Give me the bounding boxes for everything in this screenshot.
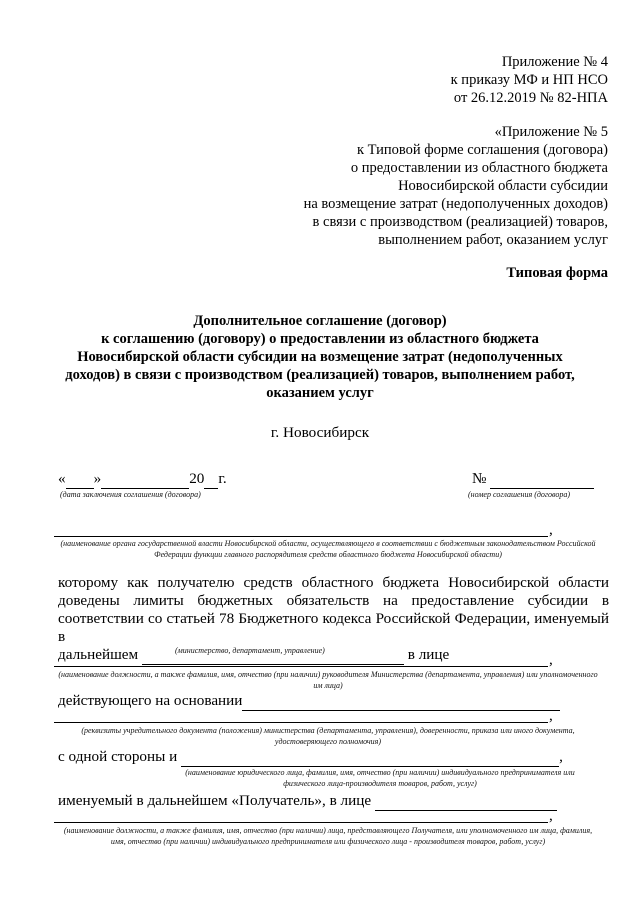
recipient-comma: ,: [549, 807, 553, 824]
day-blank[interactable]: [66, 470, 94, 489]
recipient-rep-blank[interactable]: [375, 792, 557, 811]
year-suffix: г.: [218, 470, 227, 487]
hereinafter-text: дальнейшем: [58, 646, 139, 663]
month-blank[interactable]: [101, 470, 189, 489]
acting-basis-text: действующего на основании: [58, 692, 243, 709]
ministry-caption: (министерство, департамент, управление): [175, 646, 325, 655]
one-side-text: с одной стороны и: [58, 748, 178, 765]
document-title: [40, 312, 600, 402]
number-field: [472, 470, 594, 489]
number-caption: (номер соглашения (договора): [468, 490, 571, 499]
requisites-comma: ,: [549, 707, 553, 724]
organ-caption: (наименование органа государственной власти Новосибирской области, осуществляющего в соответствии с бюджетным законодательством Российской Федерации функции главного распорядителя средств областного бюджета Новосибирской области): [60, 539, 596, 559]
basis-blank[interactable]: [242, 692, 560, 711]
title-line: оказанием услуг: [266, 385, 374, 401]
title-line: Дополнительное соглашение (договор): [193, 313, 447, 329]
one-side-line: [58, 748, 563, 767]
position-comma: ,: [549, 651, 553, 668]
title-line: Новосибирской области субсидии на возмещение затрат (недополученных: [77, 349, 563, 365]
position-caption: (наименование должности, а также фамилия, имя, отчество (при наличии) руководителя Министерства (департамента, управления) или уполномоченного им лица): [58, 670, 598, 690]
legal-entity-blank[interactable]: [181, 748, 559, 767]
date-caption: (дата заключения соглашения (договора): [60, 490, 201, 499]
appendix-5-header: [304, 123, 608, 249]
date-open-quote: «: [58, 470, 66, 487]
header-line: от 26.12.2019 № 82-НПА: [453, 90, 608, 106]
number-blank[interactable]: [490, 470, 594, 489]
position-blank-line[interactable]: [54, 666, 548, 667]
appendix-4-header: [451, 53, 608, 107]
header-line: в связи с производством (реализацией) товаров,: [312, 214, 608, 230]
year-blank[interactable]: [204, 470, 218, 489]
body-line: соответствии со статьей 78 Бюджетного кодекса Российской Федерации, именуемый в: [58, 610, 609, 645]
date-close-quote: »: [93, 470, 102, 487]
requisites-caption: (реквизиты учредительного документа (положения) министерства (департамента, управления), доверенности, приказа или иного документа, удостоверяющего полномочия): [81, 726, 575, 746]
title-line: к соглашению (договору) о предоставлении из областного бюджета: [101, 331, 539, 347]
header-line: Новосибирской области субсидии: [398, 178, 608, 194]
legal-entity-caption: (наименование юридического лица, фамилия, имя, отчество (при наличии) индивидуального предпринимателя или физического лица-производителя товаров, работ, услуг): [185, 768, 575, 788]
organ-comma: ,: [549, 521, 553, 538]
body-line: которому как получателю средств областного бюджета Новосибирской области: [58, 574, 609, 591]
header-line: Приложение № 4: [501, 54, 608, 70]
acting-basis-line: [58, 692, 560, 711]
number-label: №: [472, 470, 487, 487]
header-line: к приказу МФ и НП НСО: [450, 72, 608, 88]
form-type-label: Типовая форма: [506, 265, 608, 281]
requisites-blank-line[interactable]: [54, 722, 548, 723]
recipient-rep-caption: (наименование должности, а также фамилия, имя, отчество (при наличии) лица, представляющего Получателя, или уполномоченного им лица, фамилия, имя, отчество (при наличии) индивидуального предпринимателя или физического лица - производителя товаров, работ, услуг): [63, 826, 593, 846]
header-line: «Приложение № 5: [494, 124, 608, 140]
city-name: г. Новосибирск: [270, 424, 370, 441]
date-field: [58, 470, 227, 489]
in-person-text: в лице: [407, 646, 450, 663]
recipient-rep-blank-line[interactable]: [54, 822, 548, 823]
body-line: доведены лимиты бюджетных обязательств на предоставление субсидии в: [58, 592, 609, 609]
header-line: о предоставлении из областного бюджета: [350, 160, 608, 176]
recipient-text: именуемый в дальнейшем «Получатель», в лице: [58, 792, 372, 809]
hereinafter-line: [58, 646, 609, 665]
recipient-line: [58, 792, 557, 811]
header-line: на возмещение затрат (недополученных доходов): [303, 196, 608, 212]
year-prefix: 20: [189, 470, 205, 487]
organ-blank-line[interactable]: [54, 536, 548, 537]
legal-entity-comma: ,: [559, 748, 563, 765]
body-paragraph: [58, 574, 609, 665]
header-line: к Типовой форме соглашения (договора): [356, 142, 608, 158]
title-line: доходов) в связи с производством (реализацией) товаров, выполнением работ,: [65, 367, 575, 383]
header-line: выполнением работ, оказанием услуг: [378, 232, 608, 248]
